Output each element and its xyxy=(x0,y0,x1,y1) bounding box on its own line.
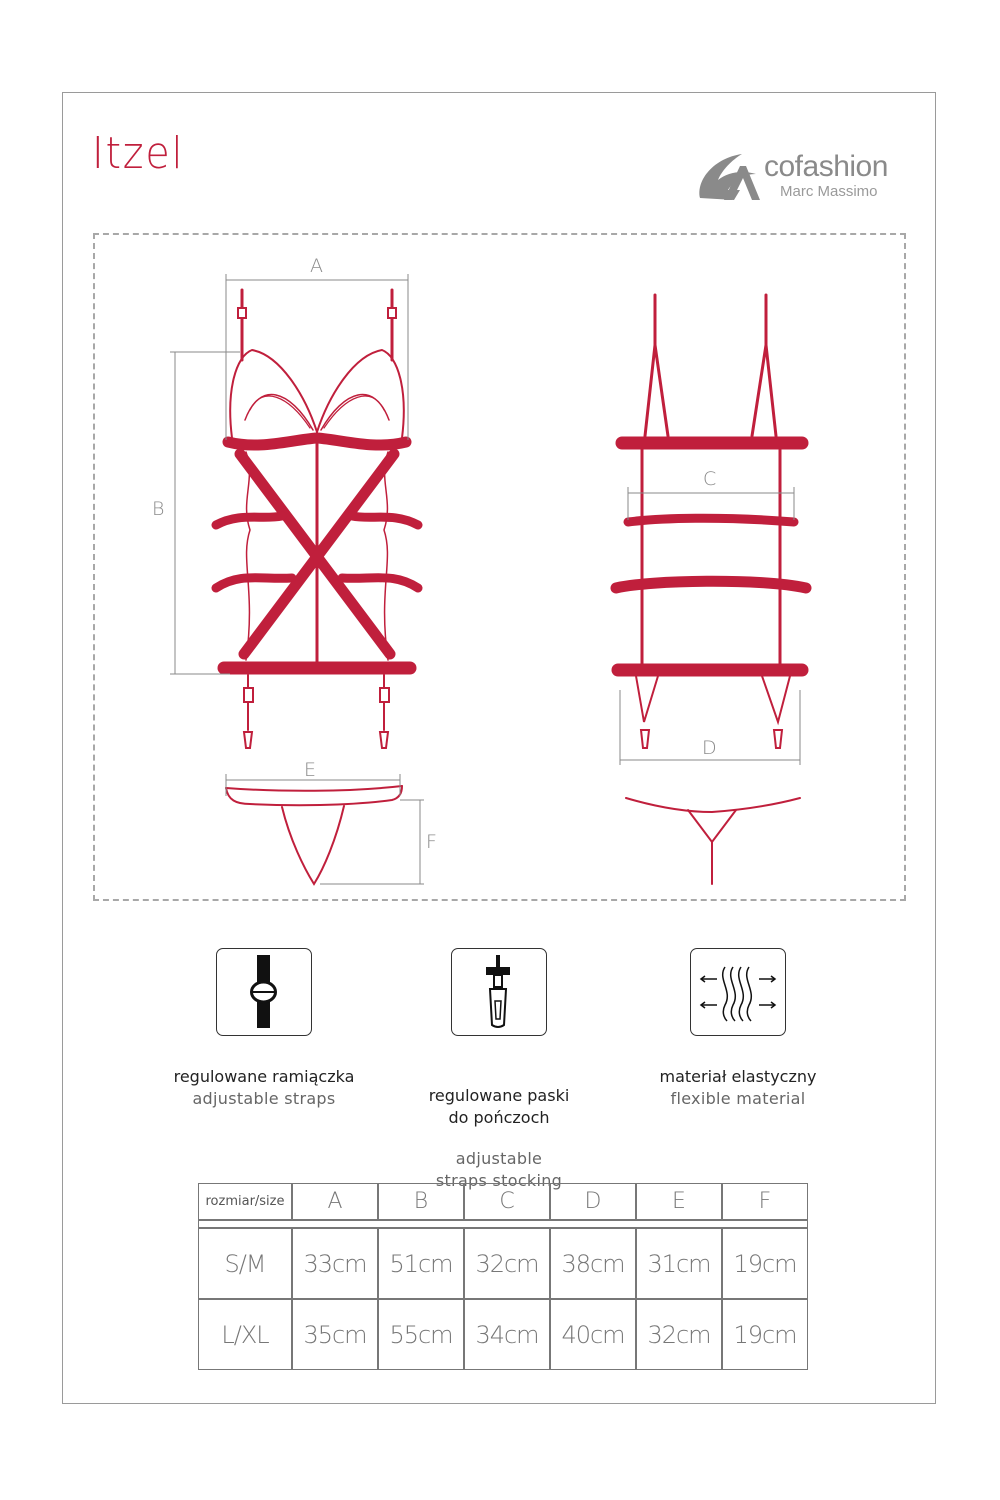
value-cell: 33cm xyxy=(292,1228,378,1299)
dim-label-f: F xyxy=(426,831,437,853)
column-header: D xyxy=(550,1183,636,1220)
size-table-corner: rozmiar/size xyxy=(198,1183,292,1220)
back-garment xyxy=(616,295,806,748)
dim-label-c: C xyxy=(703,468,717,490)
value-cell: 32cm xyxy=(464,1228,550,1299)
column-header: E xyxy=(636,1183,722,1220)
value-cell: 34cm xyxy=(464,1299,550,1370)
dim-label-d: D xyxy=(702,737,717,759)
front-garment xyxy=(216,290,418,748)
dim-label-e: E xyxy=(304,759,317,781)
column-header: F xyxy=(722,1183,808,1220)
feature-label-en: adjustable straps xyxy=(192,1089,336,1108)
feature-label-pl: regulowane paski do pończoch xyxy=(428,1086,570,1127)
value-cell: 40cm xyxy=(550,1299,636,1370)
stretch-waves-icon xyxy=(690,948,786,1036)
value-cell: 19cm xyxy=(722,1299,808,1370)
feature-adjustable-straps xyxy=(144,1066,384,1110)
product-title: Itzel xyxy=(92,128,185,179)
value-cell: 32cm xyxy=(636,1299,722,1370)
feature-label-pl: materiał elastyczny xyxy=(659,1067,817,1086)
front-thong xyxy=(226,786,402,884)
feature-label-pl: regulowane ramiączka xyxy=(173,1067,355,1086)
value-cell: 55cm xyxy=(378,1299,464,1370)
dim-label-b: B xyxy=(152,498,165,520)
size-table xyxy=(198,1183,808,1370)
size-table-header xyxy=(198,1183,808,1220)
size-cell: S/M xyxy=(198,1228,292,1299)
value-cell: 31cm xyxy=(636,1228,722,1299)
column-header: C xyxy=(464,1183,550,1220)
feature-label-en: flexible material xyxy=(670,1089,806,1108)
feature-flexible-material xyxy=(618,1066,858,1110)
value-cell: 51cm xyxy=(378,1228,464,1299)
feature-label-en: adjustable straps stocking xyxy=(435,1149,563,1190)
back-thong xyxy=(626,798,800,884)
brand-name: cofashion xyxy=(764,150,888,183)
value-cell: 19cm xyxy=(722,1228,808,1299)
dim-label-a: A xyxy=(310,255,323,277)
table-row xyxy=(198,1228,808,1299)
garter-clip-icon xyxy=(451,948,547,1036)
column-header: B xyxy=(378,1183,464,1220)
table-row xyxy=(198,1299,808,1370)
column-header: A xyxy=(292,1183,378,1220)
size-cell: L/XL xyxy=(198,1299,292,1370)
value-cell: 38cm xyxy=(550,1228,636,1299)
adjustable-strap-icon xyxy=(216,948,312,1036)
brand-subtitle: Marc Massimo xyxy=(780,183,878,200)
value-cell: 35cm xyxy=(292,1299,378,1370)
